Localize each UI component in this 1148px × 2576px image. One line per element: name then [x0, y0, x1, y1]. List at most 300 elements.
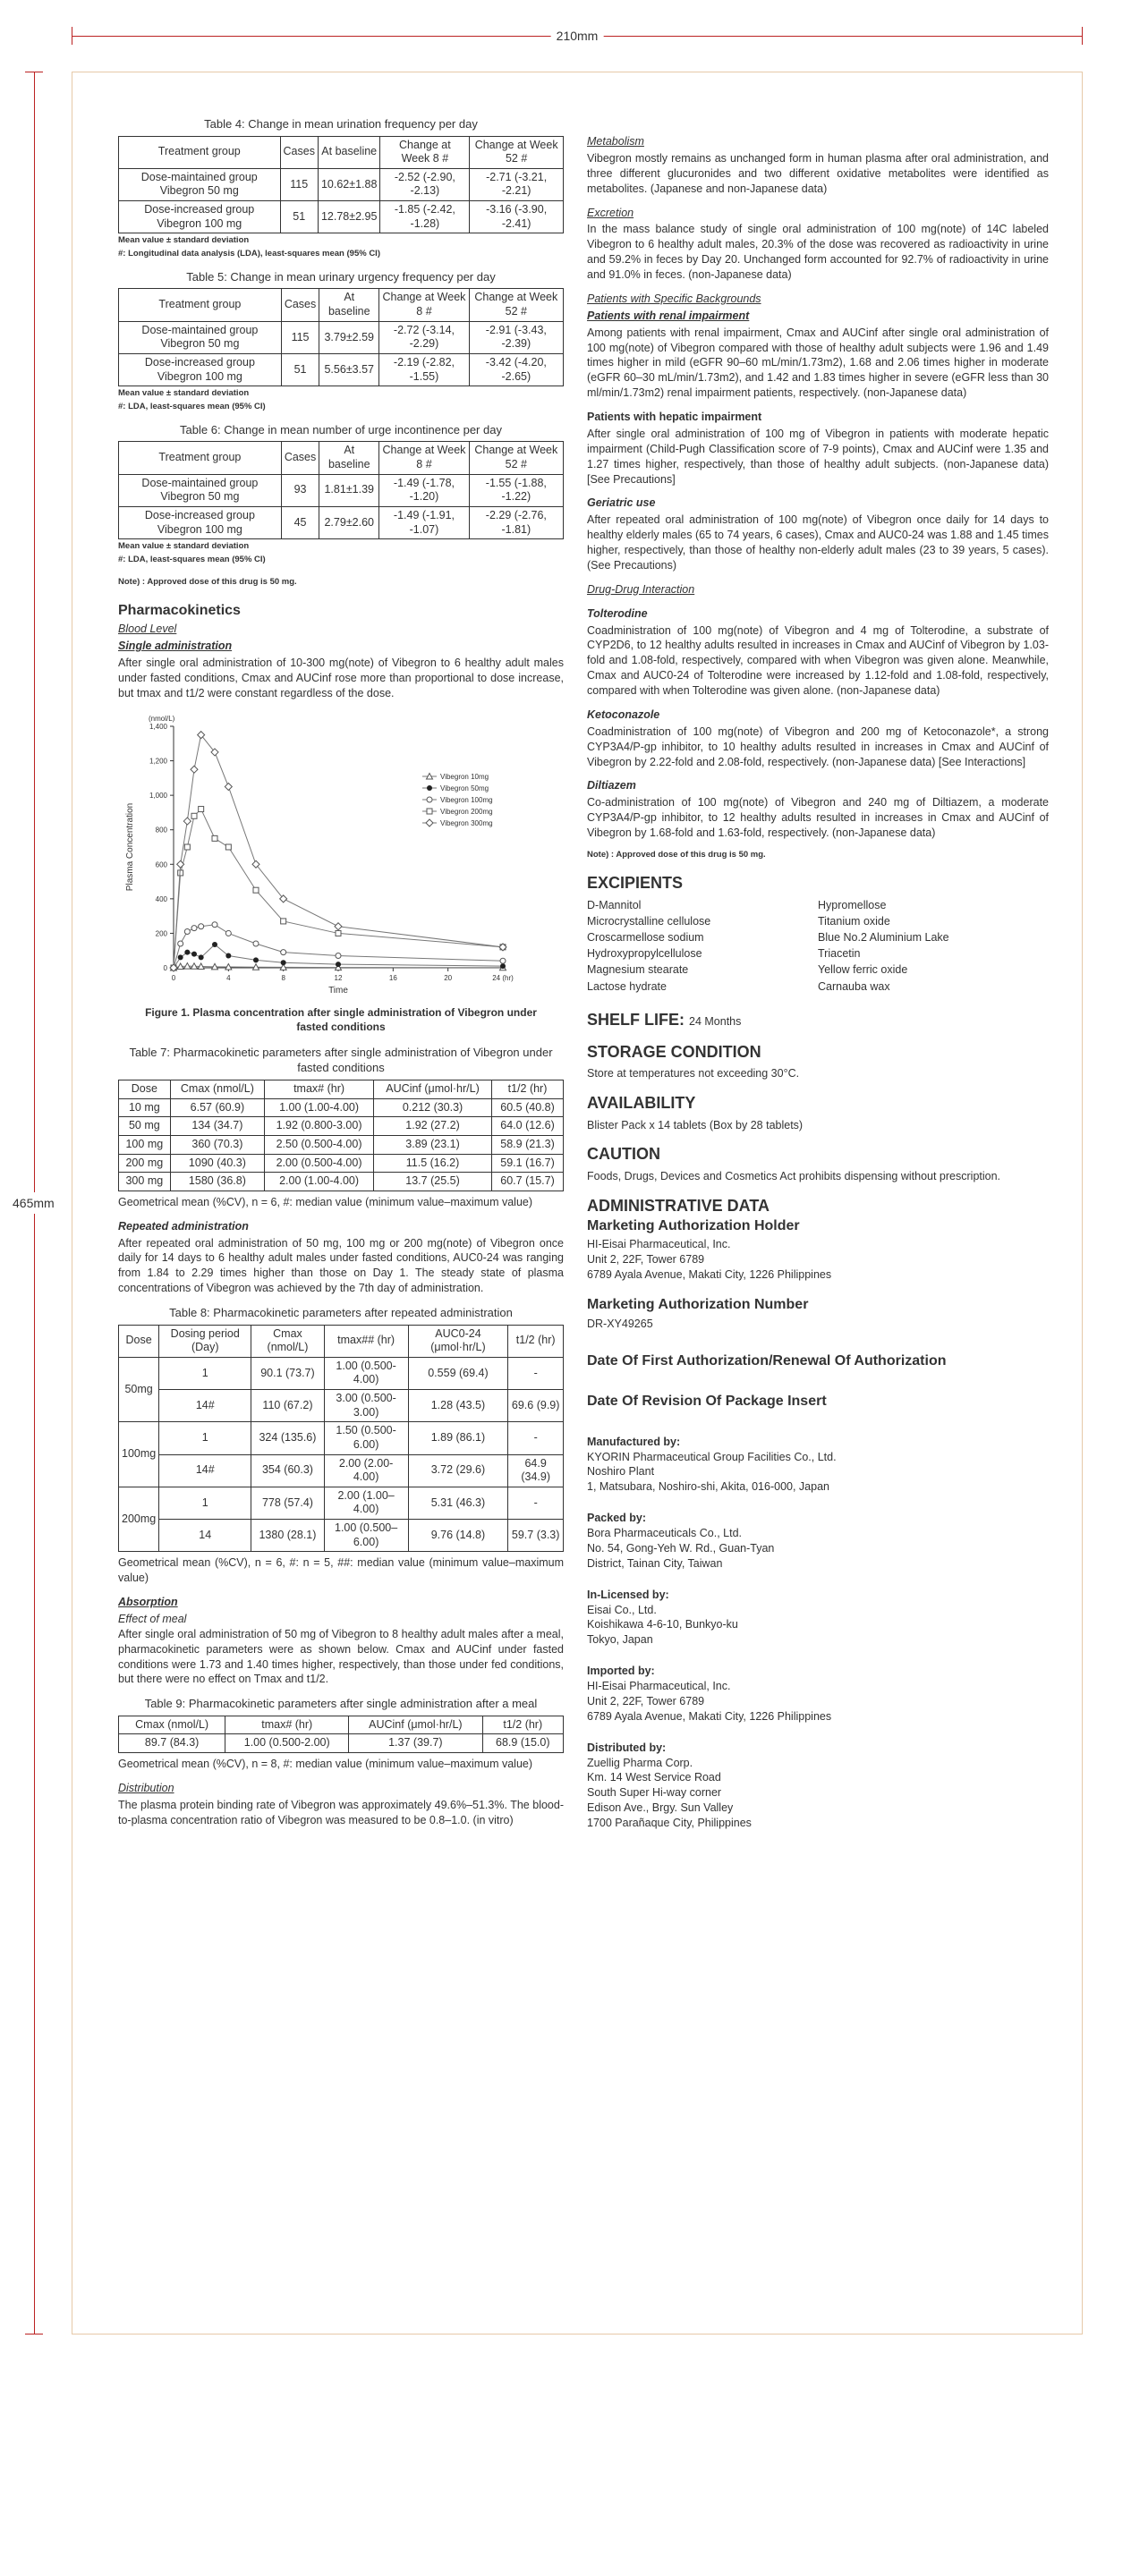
width-label: 210mm — [551, 29, 604, 43]
man-value — [587, 1317, 1049, 1332]
table-header-cell: t1/2 (hr) — [492, 1080, 564, 1099]
table-cell: 5.31 (46.3) — [408, 1487, 508, 1519]
tolterodine-heading: Tolterodine — [587, 606, 648, 620]
table-cell: 45 — [281, 506, 319, 538]
table-cell: 354 (60.3) — [251, 1454, 324, 1487]
plasma-concentration-chart — [118, 707, 564, 1002]
table-cell: 2.00 (2.00-4.00) — [324, 1454, 408, 1487]
legend-marker — [427, 785, 432, 791]
table4-note: Mean value ± standard deviation — [118, 235, 250, 246]
table-cell: 2.79±2.60 — [319, 506, 379, 538]
table-header-cell: Cmax (nmol/L) — [119, 1716, 225, 1734]
table-cell: 3.72 (29.6) — [408, 1454, 508, 1487]
table-row — [119, 474, 564, 506]
repeated-text: After repeated oral administration of 50 mg, 100 mg or 200 mg(note) of Vibegron once daily for 14 days to 6 healthy adult males under fasted conditions, AUC0-24 was ranging from 1.84 to 2.29 times higher than those on Day 1. The steady state of plasma concentrations of Vibegron was achieved by the 7th day of administration. — [118, 1236, 564, 1295]
table-cell: 2.00 (1.00–4.00) — [324, 1487, 408, 1519]
metabolism-text: Vibegron mostly remains as unchanged form in human plasma after oral administration, and three different glucuronides and two different oxidative metabolites were identified as metabolites. (Japanese and non-Japanese data) — [587, 151, 1049, 195]
address-line: Edison Ave., Brgy. Sun Valley — [587, 1801, 734, 1815]
availability-heading: AVAILABILITY — [587, 1094, 696, 1113]
table-cell: 69.6 (9.9) — [508, 1390, 564, 1422]
table-header-cell: Cases — [280, 136, 318, 168]
man-heading: Marketing Authorization Number — [587, 1297, 809, 1313]
table-header-cell: t1/2 (hr) — [482, 1716, 563, 1734]
series-line-3 — [174, 809, 503, 967]
table-cell: 51 — [280, 201, 318, 233]
table-cell: 1 — [159, 1487, 251, 1519]
table-row — [119, 1135, 564, 1154]
table-cell: 14# — [159, 1390, 251, 1422]
data-point — [500, 958, 506, 963]
table-cell: 1.00 (0.500-4.00) — [324, 1357, 408, 1389]
x-tick-label: 8 — [281, 973, 285, 982]
table6-note2: #: LDA, least-squares mean (95% CI) — [118, 554, 266, 564]
table8-footnote: Geometrical mean (%CV), n = 6, #: n = 5, ##: median value (minimum value–maximum value) — [118, 1556, 564, 1585]
table-row — [119, 1117, 564, 1136]
table-row — [119, 1520, 564, 1552]
geriatric-text: After repeated oral administration of 100 mg(note) of Vibegron once daily for 14 days to healthy elderly males (65 to 74 years, 6 cases), Cmax and AUC0-24 was 1.88 and 1.45 times higher, respectively, than those of healthy non-elderly adult males (23 to 39 years, 5 cases). (See Precautions) — [587, 513, 1049, 572]
inlicensed-address — [587, 1603, 1049, 1648]
x-tick-label: 16 — [388, 973, 397, 982]
x-tick-label: 20 — [444, 973, 453, 982]
table-row — [119, 1734, 564, 1753]
table6-caption: Table 6: Change in mean number of urge incontinence per day — [180, 422, 502, 436]
table-cell: 100mg — [119, 1422, 159, 1487]
table-cell: 0.212 (30.3) — [374, 1098, 492, 1117]
dose-note: Note) : Approved dose of this drug is 50 mg. — [118, 576, 297, 587]
table-cell: 1.28 (43.5) — [408, 1390, 508, 1422]
table-cell: -1.85 (-2.42, -1.28) — [380, 201, 470, 233]
excipient-item: Lactose hydrate — [587, 979, 667, 993]
table-cell: 1.92 (27.2) — [374, 1117, 492, 1136]
table-cell: 68.9 (15.0) — [482, 1734, 563, 1753]
table-cell: 60.5 (40.8) — [492, 1098, 564, 1117]
table-cell: 1380 (28.1) — [251, 1520, 324, 1552]
table-cell: 3.00 (0.500-3.00) — [324, 1390, 408, 1422]
table-header-cell: Change at Week 52 # — [469, 442, 563, 474]
data-point — [199, 806, 204, 811]
ddi-heading: Drug-Drug Interaction — [587, 582, 695, 596]
data-point — [336, 930, 341, 936]
excipient-item: Triacetin — [818, 947, 861, 961]
address-line: KYORIN Pharmaceutical Group Facilities Co., Ltd. — [587, 1450, 837, 1463]
table-header-cell: tmax## (hr) — [324, 1325, 408, 1357]
repeated-heading: Repeated administration — [118, 1219, 249, 1233]
table-cell: - — [508, 1422, 564, 1454]
table-row — [119, 1390, 564, 1422]
table-header-cell: Dosing period (Day) — [159, 1325, 251, 1357]
data-point — [336, 953, 341, 958]
manufactured-heading: Manufactured by: — [587, 1435, 681, 1448]
data-point — [225, 953, 231, 958]
table8-caption: Table 8: Pharmacokinetic parameters after repeated administration — [169, 1306, 513, 1320]
table9-footnote: Geometrical mean (%CV), n = 8, #: median value (minimum value–maximum value) — [118, 1758, 533, 1771]
address-line: No. 54, Gong-Yeh W. Rd., Guan-Tyan — [587, 1541, 775, 1555]
table-cell: -2.72 (-3.14, -2.29) — [379, 321, 469, 353]
caution-text: Foods, Drugs, Devices and Cosmetics Act prohibits dispensing without prescription. — [587, 1169, 1001, 1182]
data-point — [178, 954, 183, 960]
data-point — [183, 818, 191, 825]
height-dimension — [13, 72, 55, 2334]
data-point — [184, 949, 190, 954]
table8 — [118, 1325, 564, 1553]
table-header-cell: Change at Week 8 # — [380, 136, 470, 168]
data-point — [191, 925, 197, 930]
table-header-cell: At baseline — [319, 442, 379, 474]
legend-marker — [426, 819, 433, 826]
storage-heading: STORAGE CONDITION — [587, 1043, 761, 1062]
address-line: 6789 Ayala Avenue, Makati City, 1226 Philippines — [587, 1709, 832, 1723]
y-tick-label: 400 — [155, 894, 167, 903]
table-cell: 134 (34.7) — [170, 1117, 264, 1136]
table-header-cell: At baseline — [318, 136, 379, 168]
address-line: 1700 Parañaque City, Philippines — [587, 1817, 752, 1830]
excipient-item: Croscarmellose sodium — [587, 931, 704, 945]
shelf-life — [587, 1009, 1049, 1030]
renal-text: Among patients with renal impairment, Cmax and AUCinf after single oral administration of 100 mg(note) of Vibegron compared with those of healthy adult subjects were 1.96 and 1.49 times higher in mild (eGFR 90–60 mL/min/1.73m2), 1.68 and 2.06 times higher in moderate (eGFR 60–30 mL/min/1.73m2), and 1.42 and 1.83 times higher in severe (eGFR less than 30 ml/min/1.73m2) renal impairment patients, respectively. (non-Japanese data) — [587, 326, 1049, 400]
address-line: Km. 14 West Service Road — [587, 1771, 721, 1784]
table-header-cell: Treatment group — [119, 289, 282, 321]
geriatric-heading: Geriatric use — [587, 496, 656, 510]
table-header-cell: Dose — [119, 1080, 171, 1099]
data-point — [225, 783, 232, 790]
address-line: 1, Matsubara, Noshiro-shi, Akita, 016-000, Japan — [587, 1480, 829, 1494]
chart-svg — [118, 707, 564, 1002]
caution-heading: CAUTION — [587, 1145, 660, 1164]
table-header-cell: tmax# (hr) — [225, 1716, 349, 1734]
table-cell: 0.559 (69.4) — [408, 1357, 508, 1389]
shelf-life-value: 24 Months — [689, 1014, 742, 1028]
ketoconazole-text: Coadministration of 100 mg(note) of Vibegron and 200 mg of Ketoconazole*, a strong CYP3A4/P-gp inhibitor, to 10 healthy adults resulted in increases in Cmax and AUCinf of Vibegron by 2.22-fold and 2.08-fold, respectively. (non-Japanese data) [See Interactions] — [587, 724, 1049, 768]
table-header-cell: Cases — [281, 442, 319, 474]
data-point — [184, 928, 190, 934]
table-cell: 14 — [159, 1520, 251, 1552]
y-tick-label: 1,200 — [149, 757, 167, 766]
table-cell: 64.9 (34.9) — [508, 1454, 564, 1487]
table-row — [119, 1357, 564, 1389]
x-axis-label: Time — [328, 985, 348, 996]
special-populations-heading: Patients with Specific Backgrounds — [587, 292, 761, 305]
table5-caption: Table 5: Change in mean urinary urgency frequency per day — [186, 269, 496, 284]
table-row — [119, 1098, 564, 1117]
table-cell: 10.62±1.88 — [318, 168, 379, 200]
data-point — [281, 918, 286, 923]
table-cell: Dose-maintained group Vibegron 50 mg — [119, 321, 282, 353]
table-cell: 2.50 (0.500-4.00) — [265, 1135, 374, 1154]
excipient-item: Blue No.2 Aluminium Lake — [818, 931, 949, 945]
renal-heading: Patients with renal impairment — [587, 309, 750, 322]
table-row — [119, 1487, 564, 1519]
table-header-cell: At baseline — [319, 289, 379, 321]
table9-caption: Table 9: Pharmacokinetic parameters after single administration after a meal — [144, 1697, 538, 1711]
imported-heading: Imported by: — [587, 1665, 655, 1678]
table-cell: -3.42 (-4.20, -2.65) — [469, 353, 563, 386]
table-cell: 200 mg — [119, 1154, 171, 1173]
table-cell: 115 — [280, 168, 318, 200]
table-header-cell: tmax# (hr) — [265, 1080, 374, 1099]
data-point — [212, 942, 217, 947]
data-point — [225, 844, 231, 850]
excipient-item: Carnauba wax — [818, 979, 890, 993]
tolterodine-text: Coadministration of 100 mg(note) of Vibegron and 4 mg of Tolterodine, a substrate of CYP2D6, to 12 healthy adults resulted in increases in Cmax and AUCinf of Vibegron by 1.03-fold and 1.08-fold, respectively, compared with when Vibegron was given alone. Meanwhile, Cmax and AUC0-24 of Tolterodine were increased by 1.12-fold and 1.08-fold, respectively, compared with when Tolterodine was given alone. (non-Japanese data) — [587, 623, 1049, 697]
excipients-heading: EXCIPIENTS — [587, 873, 684, 892]
table-cell: 1090 (40.3) — [170, 1154, 264, 1173]
table-cell: Dose-increased group Vibegron 100 mg — [119, 201, 281, 233]
address-line: District, Tainan City, Taiwan — [587, 1556, 723, 1570]
table-header-cell: Dose — [119, 1325, 159, 1357]
table-header-cell: Cmax (nmol/L) — [251, 1325, 324, 1357]
address-line: Zuellig Pharma Corp. — [587, 1756, 693, 1769]
address-line: South Super Hi-way corner — [587, 1786, 722, 1800]
y-tick-label: 600 — [155, 860, 167, 869]
data-point — [212, 921, 217, 927]
address-line: Unit 2, 22F, Tower 6789 — [587, 1694, 705, 1707]
width-dimension — [72, 27, 1083, 45]
x-tick-label: 0 — [171, 973, 176, 982]
table-cell: 100 mg — [119, 1135, 171, 1154]
table-header-cell: Treatment group — [119, 442, 282, 474]
table7 — [118, 1080, 564, 1191]
shelf-life-heading: SHELF LIFE: — [587, 1010, 685, 1029]
table-cell: -1.49 (-1.78, -1.20) — [379, 474, 469, 506]
table-cell: 3.79±2.59 — [319, 321, 379, 353]
address-line: Bora Pharmaceuticals Co., Ltd. — [587, 1527, 742, 1540]
table-row — [119, 353, 564, 386]
table-cell: 1.81±1.39 — [319, 474, 379, 506]
table-header-cell: Treatment group — [119, 136, 281, 168]
table-cell: 324 (135.6) — [251, 1422, 324, 1454]
data-point — [191, 951, 197, 956]
mah-heading: Marketing Authorization Holder — [587, 1217, 800, 1233]
address-line: HI-Eisai Pharmaceutical, Inc. — [587, 1238, 731, 1251]
diltiazem-heading: Diltiazem — [587, 779, 636, 792]
table-cell: 115 — [281, 321, 319, 353]
table6 — [118, 441, 564, 539]
legend-label: Vibegron 100mg — [440, 795, 493, 804]
hepatic-text: After single oral administration of 100 mg of Vibegron in patients with moderate hepatic impairment (Child-Pugh Classification score of 7-9 points), Cmax and AUCinf were 1.35 and 1.27 times higher, respectively, than those of healthy adult subjects. (non-Japanese data) [See Precautions] — [587, 427, 1049, 486]
ketoconazole-heading: Ketoconazole — [587, 708, 660, 721]
excipients-list — [587, 897, 1049, 995]
table-cell: 1.00 (1.00-4.00) — [265, 1098, 374, 1117]
height-label: 465mm — [13, 1192, 55, 1214]
table-cell: 1.89 (86.1) — [408, 1422, 508, 1454]
mah-address — [587, 1237, 1049, 1283]
table-cell: 778 (57.4) — [251, 1487, 324, 1519]
data-point — [191, 766, 198, 773]
y-tick-label: 1,400 — [149, 722, 167, 731]
table-cell: 6.57 (60.9) — [170, 1098, 264, 1117]
man-number: DR-XY49265 — [587, 1317, 653, 1330]
data-point — [225, 930, 231, 936]
table-header-cell: Change at Week 52 # — [470, 136, 564, 168]
table-cell: -3.16 (-3.90, -2.41) — [470, 201, 564, 233]
data-point — [212, 835, 217, 841]
table-cell: -2.19 (-2.82, -1.55) — [379, 353, 469, 386]
table4 — [118, 136, 564, 234]
table-cell: Dose-maintained group Vibegron 50 mg — [119, 474, 282, 506]
data-point — [500, 963, 506, 969]
y-axis-label: Plasma Concentration — [125, 802, 135, 891]
distribution-text: The plasma protein binding rate of Vibegron was approximately 49.6%–51.3%. The blood-to-plasma concentration ratio of Vibegron was measured to be 0.8–1.0. (in vitro) — [118, 1798, 564, 1826]
blood-level-heading: Blood Level — [118, 623, 177, 636]
table-cell: Dose-maintained group Vibegron 50 mg — [119, 168, 281, 200]
table-header-cell: AUCinf (μmol·hr/L) — [374, 1080, 492, 1099]
excipient-item: Magnesium stearate — [587, 963, 689, 977]
packed-heading: Packed by: — [587, 1512, 647, 1525]
table-row — [119, 168, 564, 200]
table-cell: 12.78±2.95 — [318, 201, 379, 233]
table-cell: 10 mg — [119, 1098, 171, 1117]
single-admin-heading: Single administration — [118, 640, 233, 653]
packed-address — [587, 1526, 1049, 1572]
table7-caption: Table 7: Pharmacokinetic parameters after single administration of Vibegron under fasted conditions — [129, 1045, 553, 1075]
table-cell: 1.00 (0.500–6.00) — [324, 1520, 408, 1552]
absorption-text: After single oral administration of 50 mg of Vibegron to 8 healthy adult males after a meal, pharmacokinetic parameters were as shown below. Cmax and AUCinf under fasted conditions were 1.73 and 1.40 times higher, respectively, than those under fed conditions, but there were no effect on Tmax and t1/2. — [118, 1627, 564, 1686]
table-cell: 60.7 (15.7) — [492, 1173, 564, 1191]
table-cell: 13.7 (25.5) — [374, 1173, 492, 1191]
table4-caption: Table 4: Change in mean urination frequency per day — [204, 117, 478, 131]
table4-note2: #: Longitudinal data analysis (LDA), least-squares mean (95% CI) — [118, 249, 380, 259]
table-cell: 59.1 (16.7) — [492, 1154, 564, 1173]
table-row — [119, 1454, 564, 1487]
figure1-caption: Figure 1. Plasma concentration after single administration of Vibegron under fasted conditions — [145, 1005, 537, 1033]
excipient-item: Hypromellose — [818, 898, 887, 911]
storage-text: Store at temperatures not exceeding 30°C. — [587, 1067, 800, 1080]
table7-footnote: Geometrical mean (%CV), n = 6, #: median value (minimum value–maximum value) — [118, 1195, 533, 1208]
table-cell: - — [508, 1487, 564, 1519]
legend-label: Vibegron 200mg — [440, 807, 493, 816]
table-header-cell: Change at Week 8 # — [379, 289, 469, 321]
table-cell: 5.56±3.57 — [319, 353, 379, 386]
table-cell: 1.00 (0.500-2.00) — [225, 1734, 349, 1753]
table-cell: -2.52 (-2.90, -2.13) — [380, 168, 470, 200]
imported-address — [587, 1679, 1049, 1724]
data-point — [253, 941, 259, 946]
revision-heading: Date Of Revision Of Package Insert — [587, 1394, 827, 1410]
right-column — [587, 134, 1049, 1840]
distribution-heading: Distribution — [118, 1781, 174, 1794]
dose-note-right: Note) : Approved dose of this drug is 50 mg. — [587, 849, 766, 860]
table-row — [119, 201, 564, 233]
table-row — [119, 321, 564, 353]
table-cell: 1580 (36.8) — [170, 1173, 264, 1191]
table5-note: Mean value ± standard deviation — [118, 388, 250, 399]
table-cell: 50 mg — [119, 1117, 171, 1136]
address-line: Noshiro Plant — [587, 1465, 655, 1479]
table-cell: -1.55 (-1.88, -1.22) — [469, 474, 563, 506]
legend-marker — [427, 809, 432, 814]
legend-label: Vibegron 300mg — [440, 818, 493, 827]
address-line: Eisai Co., Ltd. — [587, 1603, 657, 1616]
table-cell: 14# — [159, 1454, 251, 1487]
availability-text: Blister Pack x 14 tablets (Box by 28 tablets) — [587, 1118, 804, 1131]
table-cell: 360 (70.3) — [170, 1135, 264, 1154]
table-cell: 200mg — [119, 1487, 159, 1552]
table-cell: 89.7 (84.3) — [119, 1734, 225, 1753]
y-tick-label: 800 — [155, 826, 167, 835]
data-point — [253, 957, 259, 962]
table-cell: 2.00 (1.00-4.00) — [265, 1173, 374, 1191]
table-row — [119, 1154, 564, 1173]
data-point — [253, 887, 259, 893]
table-row — [119, 1173, 564, 1191]
table-header-cell: t1/2 (hr) — [508, 1325, 564, 1357]
table-header-cell: Change at Week 8 # — [379, 442, 469, 474]
table9 — [118, 1716, 564, 1753]
table5 — [118, 288, 564, 386]
inlicensed-heading: In-Licensed by: — [587, 1588, 669, 1601]
legend-label: Vibegron 50mg — [440, 784, 489, 792]
table-cell: 1 — [159, 1357, 251, 1389]
y-tick-label: 0 — [163, 963, 167, 972]
y-unit-label: (nmol/L) — [149, 714, 175, 723]
data-point — [336, 962, 341, 967]
table-cell: 93 — [281, 474, 319, 506]
table-cell: 3.89 (23.1) — [374, 1135, 492, 1154]
table-header-cell: Cmax (nmol/L) — [170, 1080, 264, 1099]
table-cell: - — [508, 1357, 564, 1389]
data-point — [191, 813, 197, 818]
table6-note: Mean value ± standard deviation — [118, 541, 250, 552]
table-cell: 64.0 (12.6) — [492, 1117, 564, 1136]
data-point — [335, 922, 342, 929]
address-line: Unit 2, 22F, Tower 6789 — [587, 1253, 705, 1267]
hepatic-heading: Patients with hepatic impairment — [587, 411, 762, 423]
table-cell: 1.92 (0.800-3.00) — [265, 1117, 374, 1136]
table-cell: 50mg — [119, 1357, 159, 1422]
absorption-heading: Absorption — [118, 1596, 178, 1609]
data-point — [184, 844, 190, 850]
y-tick-label: 1,000 — [149, 791, 167, 800]
table-cell: 2.00 (0.500-4.00) — [265, 1154, 374, 1173]
distributed-address — [587, 1756, 1049, 1831]
table-header-cell: AUCinf (μmol·hr/L) — [349, 1716, 482, 1734]
table-cell: -1.49 (-1.91, -1.07) — [379, 506, 469, 538]
legend-label: Vibegron 10mg — [440, 772, 489, 781]
excipient-item: Hydroxypropylcellulose — [587, 947, 702, 961]
table-cell: 1.37 (39.7) — [349, 1734, 482, 1753]
meal-effect-heading: Effect of meal — [118, 1612, 187, 1625]
diltiazem-text: Co-administration of 100 mg(note) of Vibegron and 240 mg of Diltiazem, a moderate CYP3A4/P-gp inhibitor, to 12 healthy adults resulted in increases in Cmax and AUCinf of Vibegron by 1.68-fold and 1.63-fold, respectively. (non-Japanese data) — [587, 796, 1049, 839]
excipient-item: Titanium oxide — [818, 915, 890, 928]
address-line: 6789 Ayala Avenue, Makati City, 1226 Philippines — [587, 1268, 832, 1282]
admin-heading: ADMINISTRATIVE DATA — [587, 1196, 770, 1215]
table-cell: 1.50 (0.500-6.00) — [324, 1422, 408, 1454]
table-header-cell: AUC0-24 (μmol·hr/L) — [408, 1325, 508, 1357]
table-cell: 1 — [159, 1422, 251, 1454]
single-admin-text: After single oral administration of 10-300 mg(note) of Vibegron to 6 healthy adult males under fasted conditions, Cmax and AUCinf rose more than proportional to dose increase, but tmax and t1/2 were constant regardless of the dose. — [118, 656, 564, 699]
x-unit-label: 24 (hr) — [492, 973, 514, 982]
distributed-heading: Distributed by: — [587, 1741, 667, 1754]
y-tick-label: 200 — [155, 928, 167, 937]
excretion-heading: Excretion — [587, 206, 634, 219]
table-header-cell: Cases — [281, 289, 319, 321]
data-point — [281, 949, 286, 954]
table-row — [119, 506, 564, 538]
table-cell: 90.1 (73.7) — [251, 1357, 324, 1389]
table-cell: 59.7 (3.3) — [508, 1520, 564, 1552]
excipient-item: D-Mannitol — [587, 898, 642, 911]
address-line: HI-Eisai Pharmaceutical, Inc. — [587, 1680, 731, 1693]
table-cell: -2.29 (-2.76, -1.81) — [469, 506, 563, 538]
data-point — [281, 960, 286, 965]
table-cell: 110 (67.2) — [251, 1390, 324, 1422]
excipient-item: Microcrystalline cellulose — [587, 915, 711, 928]
table-cell: 51 — [281, 353, 319, 386]
metabolism-heading: Metabolism — [587, 135, 644, 148]
table-cell: -2.71 (-3.21, -2.21) — [470, 168, 564, 200]
table-cell: 58.9 (21.3) — [492, 1135, 564, 1154]
table-row — [119, 1422, 564, 1454]
